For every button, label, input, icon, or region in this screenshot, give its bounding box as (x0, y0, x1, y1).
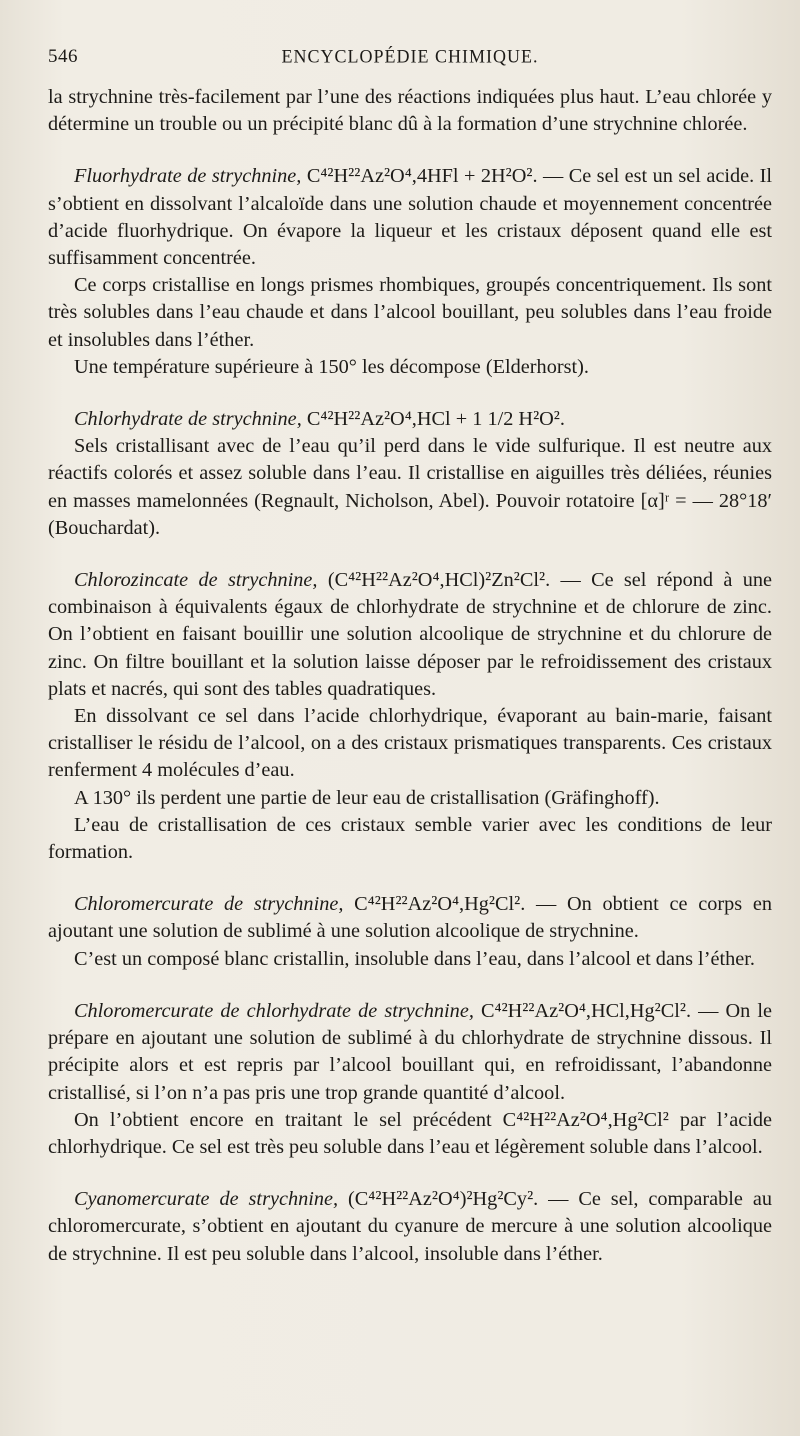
paragraph (48, 946, 772, 973)
chemical-formula: C⁴²H²²Az²O⁴,HCl,Hg²Cl². (480, 999, 692, 1022)
paragraph-text: Sels cristallisant avec de l’eau qu’il perd dans le vide sulfurique. Il est neutre aux réactifs colorés et assez soluble dans l’eau. Il cristallise en aiguilles très déliées, réunies en masses mamelonnées (Regnault, Nicholson, Abel). Pouvoir rotatoire [α]ʳ = — 28°18′ (Bouchardat). (48, 435, 772, 539)
paragraph-text: — On obtient ce corps en ajoutant une solution de sublimé à une solution alcoolique de strychnine. (48, 893, 772, 943)
paragraph (48, 1107, 772, 1161)
chemical-formula: C⁴²H²²Az²O⁴,HCl + 1 1/2 H²O². (306, 408, 565, 431)
paragraph-text: — Ce sel, comparable au chloromercurate, s’obtient en ajoutant du cyanure de mercure à une solution alcoolique de strychnine. Il est peu soluble dans l’alcool, insoluble dans l’éther. (48, 1188, 772, 1265)
page-number: 546 (48, 46, 78, 67)
chemical-formula: (C⁴²H²²Az²O⁴)²Hg²Cy². (348, 1188, 539, 1211)
paragraph (48, 785, 772, 812)
entry-title: Chlorhydrate de strychnine, (74, 408, 302, 431)
paragraph-text: — Ce sel est un sel acide. Il s’obtient en dissolvant l’alcaloïde dans une solution chaude et moyennement concentrée d’acide fluorhydrique. On évapore la liqueur et les cristaux déposent quand elle est suffisamment concentrée. (48, 165, 773, 270)
entry-title: Fluorhydrate de strychnine, (74, 165, 302, 188)
paragraph-text: En dissolvant ce sel dans l’acide chlorhydrique, évaporant au bain-marie, faisant cristalliser le résidu de l’alcool, on a des cristaux prismatiques transparents. Ces cristaux renferment 4 molécules d’eau. (48, 705, 772, 782)
entry-paragraph (48, 567, 772, 703)
chemical-formula: (C⁴²H²²Az²O⁴,HCl)²Zn²Cl². (327, 569, 551, 592)
entry-title: Chloromercurate de strychnine, (74, 893, 344, 916)
chemical-formula: C⁴²H²²Az²O⁴,4HFl + 2H²O². (306, 165, 538, 188)
paragraph (48, 354, 772, 381)
paragraph-text: — On le prépare en ajoutant une solution de sublimé à du chlorhydrate de strychnine dissous. Il précipite alors et est repris par l’alcool bouillant qui, en refroidissant, l’abandonne cristallisé, si l’on n’a pas pris une trop grande quantité d’alcool. (48, 999, 772, 1104)
entry-paragraph (48, 1186, 772, 1268)
paragraph-text: C’est un composé blanc cristallin, insoluble dans l’eau, dans l’alcool et dans l’éther. (74, 947, 755, 970)
page-header (48, 46, 772, 84)
paragraph-text: la strychnine très-facilement par l’une des réactions indiquées plus haut. L’eau chlorée y détermine un trouble ou un précipité blanc dû à la formation d’une strychnine chlorée. (48, 86, 772, 136)
paragraph-text: Une température supérieure à 150° les décompose (Elderhorst). (74, 355, 589, 378)
paragraph-text: L’eau de cristallisation de ces cristaux semble varier avec les conditions de leur formation. (48, 813, 772, 864)
body-text (48, 84, 772, 1268)
entry-title: Chlorozincate de strychnine, (74, 569, 318, 592)
paragraph (48, 812, 772, 866)
running-title: ENCYCLOPÉDIE CHIMIQUE. (281, 45, 539, 67)
paragraph (48, 703, 772, 785)
entry-paragraph (48, 163, 772, 272)
paragraph (48, 272, 772, 354)
entry-title: Chloromercurate de chlorhydrate de strychnine, (74, 999, 474, 1022)
paragraph (48, 84, 772, 138)
chemical-formula: C⁴²H²²Az²O⁴,Hg²Cl². (354, 893, 526, 916)
entry-paragraph (48, 406, 772, 433)
paragraph-text: A 130° ils perdent une partie de leur eau de cristallisation (Gräfinghoff). (74, 786, 660, 809)
entry-paragraph (48, 998, 772, 1107)
paragraph (48, 433, 772, 542)
paragraph-text: — Ce sel répond à une combinaison à équivalents égaux de chlorhydrate de strychnine et de chlorure de zinc. On l’obtient en faisant bouillir une solution alcoolique de strychnine et du chlorure de zinc. On filtre bouillant et la solution laisse déposer par le refroidissement des cristaux plats et nacrés, qui sont des tables quadratiques. (48, 569, 772, 700)
paragraph-text: Ce corps cristallise en longs prismes rhombiques, groupés concentriquement. Ils sont très solubles dans l’eau chaude et dans l’alcool bouillant, peu solubles dans l’eau froide et insolubles dans l’éther. (48, 274, 772, 351)
paragraph-text: On l’obtient encore en traitant le sel précédent C⁴²H²²Az²O⁴,Hg²Cl² par l’acide chlorhydrique. Ce sel est très peu soluble dans l’eau et légèrement soluble dans l’alcool. (48, 1108, 772, 1158)
entry-paragraph (48, 891, 772, 945)
entry-title: Cyanomercurate de strychnine, (74, 1188, 339, 1211)
